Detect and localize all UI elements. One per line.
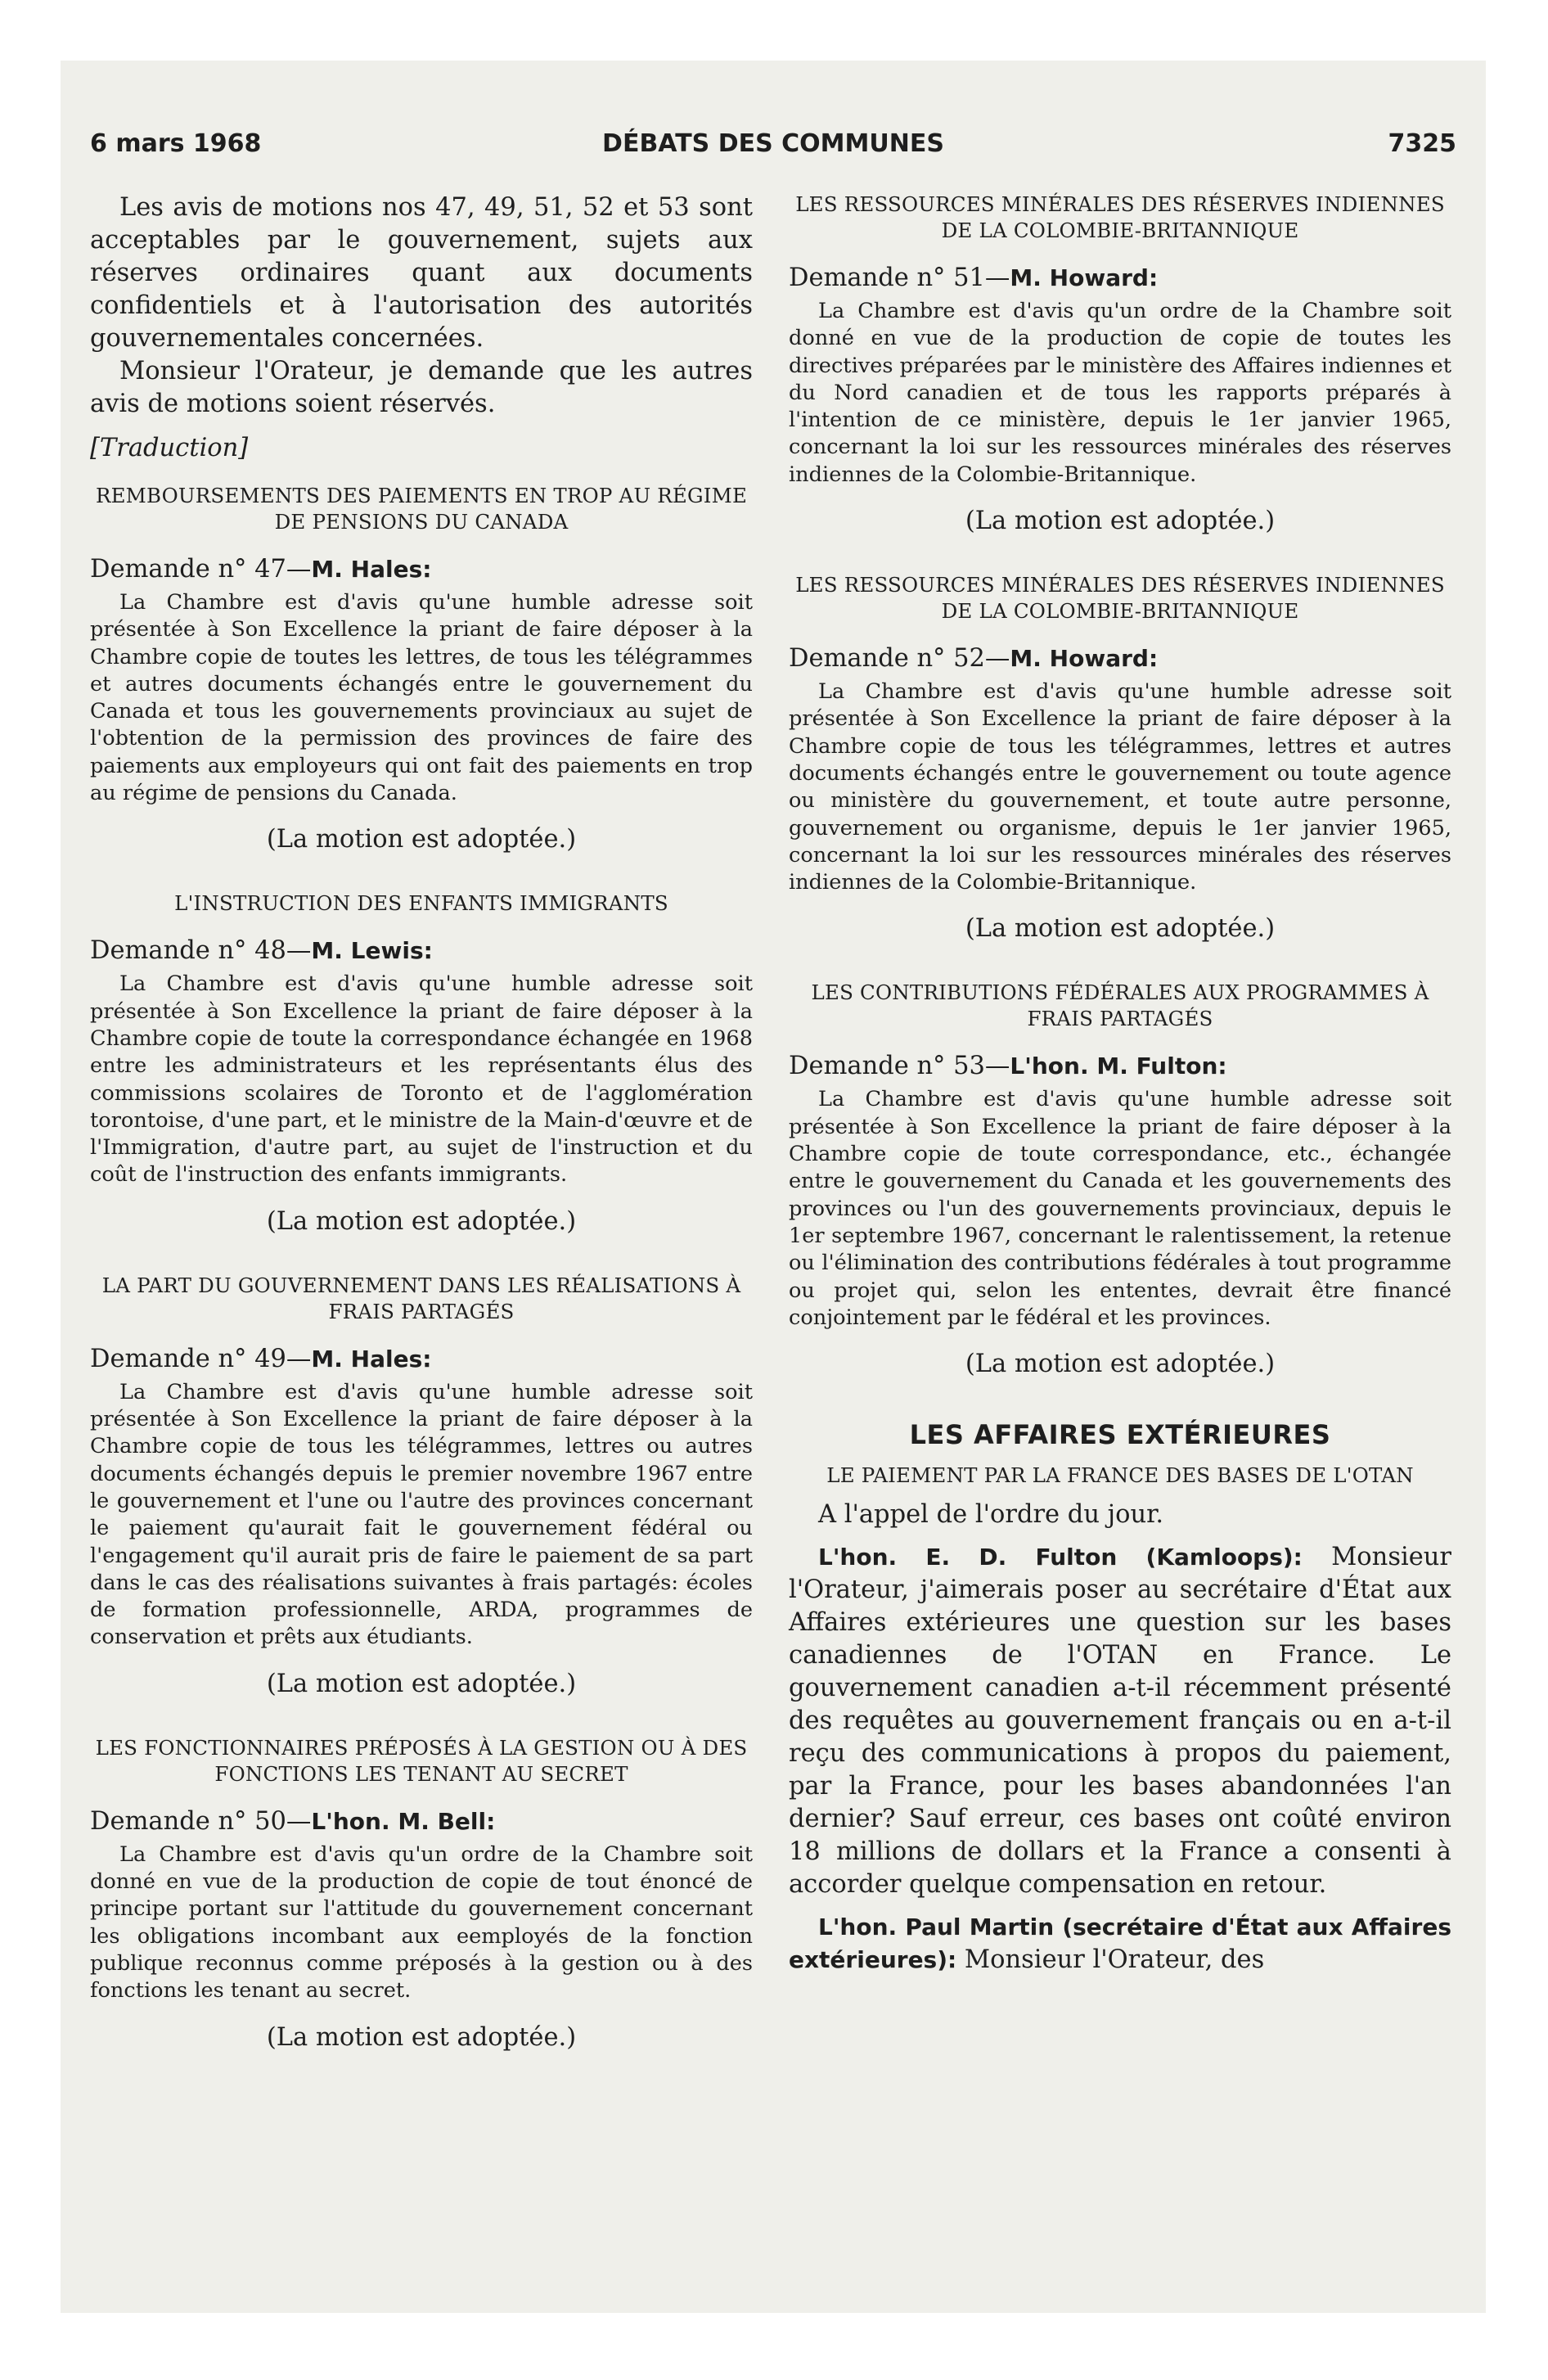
motion-body-53: La Chambre est d'avis qu'une humble adresse soit présentée à Son Excellence la priant de faire déposer à la Chambre copie de toute correspondance, etc., échangée entre le gouvernement du Canada et les gouvernements des provinces ou l'un des gouvernements provinciaux, depuis le 1er septembre 1967, concernant le ralentissement, la retenue ou l'élimination des contributions fédérales à tout programme ou projet qui, selon les ententes, devrait être financé conjointement par le fédéral et les provinces.	[789, 1087, 1451, 1330]
speaker-49: M. Hales:	[311, 1345, 432, 1373]
header-date: 6 mars 1968	[90, 129, 262, 158]
section-heading-51: LES RESSOURCES MINÉRALES DES RÉSERVES INDIENNES DE LA COLOMBIE-BRITANNIQUE	[795, 192, 1445, 242]
motion-body-47: La Chambre est d'avis qu'une humble adresse soit présentée à Son Excellence la priant de faire déposer à la Chambre copie de toutes les lettres, de tous les télégrammes et autres documents échangés entre le gouvernement du Canada et tous les gouvernements provinciaux au sujet de l'obtention de la permission des provinces de faire des paiements aux employeurs qui ont fait des paiements en trop au régime de pensions du Canada.	[90, 590, 753, 806]
speaker-51: M. Howard:	[1010, 264, 1159, 291]
adopted-51: (La motion est adoptée.)	[965, 507, 1276, 536]
motion-body-48: La Chambre est d'avis qu'une humble adresse soit présentée à Son Excellence la priant de faire déposer à la Chambre copie de toute la correspondance échangée en 1968 entre les administrateurs et les représentants élus des commissions scolaires de Toronto et de l'agglomération torontoise, d'une part, et le ministre de la Main-d'œuvre et de l'Immigration, d'autre part, au sujet de l'instruction et du coût de l'instruction des enfants immigrants.	[90, 971, 753, 1188]
martin-speaker: L'hon. Paul Martin (secrétaire d'État aux Affaires extérieures):	[789, 1913, 1451, 1974]
section-heading-49: LA PART DU GOUVERNEMENT DANS LES RÉALISATIONS À FRAIS PARTAGÉS	[101, 1273, 741, 1323]
section-heading-48: L'INSTRUCTION DES ENFANTS IMMIGRANTS	[174, 891, 668, 916]
motion-body-51: La Chambre est d'avis qu'un ordre de la Chambre soit donné en vue de la production de copie de toutes les directives préparées par le ministère des Affaires indiennes et du Nord canadien et de tous les rapports préparés à l'intention de ce ministère, depuis le 1er janvier 1965, concernant la loi sur les ressources minérales des réserves indiennes de la Colombie-Britannique.	[789, 299, 1451, 487]
speaker-48: M. Lewis:	[311, 937, 433, 965]
adopted-49: (La motion est adoptée.)	[266, 1669, 577, 1698]
page-number: 7325	[1388, 129, 1456, 158]
speaker-47: M. Hales:	[311, 556, 432, 583]
speaker-52: M. Howard:	[1010, 645, 1159, 673]
fulton-text: Monsieur l'Orateur, j'aimerais poser au secrétaire d'État aux Affaires extérieures une question sur les bases canadiennes de l'OTAN en France. Le gouvernement canadien a-t-il récemment présenté des requêtes au gouvernement français ou en a-t-il reçu des communications à propos du paiement, par la France, pour les bases abandonnées l'an dernier? Sauf erreur, ces bases ont coûté environ 18 millions de dollars et la France a consenti à accorder quelque compensation en retour.	[789, 1543, 1451, 1900]
adopted-48: (La motion est adoptée.)	[266, 1206, 577, 1236]
section-heading-53: LES CONTRIBUTIONS FÉDÉRALES AUX PROGRAMMES À FRAIS PARTAGÉS	[811, 980, 1429, 1031]
demande-48: Demande n° 48—M. Lewis:	[90, 936, 433, 966]
order-call: A l'appel de l'ordre du jour.	[818, 1500, 1164, 1530]
demande-50: Demande n° 50—L'hon. M. Bell:	[90, 1806, 496, 1836]
header-title: DÉBATS DES COMMUNES	[602, 129, 944, 158]
martin-statement	[789, 1911, 1451, 1977]
document-page	[61, 61, 1486, 2313]
affaires-exterieures-heading: LES AFFAIRES EXTÉRIEURES	[909, 1419, 1331, 1451]
fulton-speaker: L'hon. E. D. Fulton (Kamloops):	[818, 1544, 1303, 1571]
right-column	[789, 192, 1451, 1977]
demande-47: Demande n° 47—M. Hales:	[90, 555, 432, 584]
traduction-label: [Traduction]	[90, 434, 249, 462]
martin-text: Monsieur l'Orateur, des	[964, 1945, 1265, 1975]
speaker-53: L'hon. M. Fulton:	[1010, 1053, 1227, 1080]
adopted-53: (La motion est adoptée.)	[965, 1350, 1276, 1379]
motion-body-52: La Chambre est d'avis qu'une humble adresse soit présentée à Son Excellence la priant de faire déposer à la Chambre copie de tous les télégrammes, lettres et autres documents échangés entre le gouvernement ou toute agence ou ministère du gouvernement, et toute autre personne, gouvernement ou organisme, depuis le 1er janvier 1965, concernant la loi sur les ressources minérales des réserves indiennes de la Colombie-Britannique.	[789, 679, 1451, 895]
speaker-50: L'hon. M. Bell:	[311, 1807, 496, 1835]
running-header	[90, 129, 1456, 170]
demande-52: Demande n° 52—M. Howard:	[789, 644, 1159, 674]
fulton-statement	[789, 1541, 1451, 1901]
demande-49: Demande n° 49—M. Hales:	[90, 1344, 432, 1373]
intro-paragraph-1: Les avis de motions nos 47, 49, 51, 52 et 53 sont acceptables par le gouvernement, sujets aux réserves ordinaires quant aux documents confidentiels et à l'autorisation des autorités gouvernementales concernées.	[90, 193, 753, 353]
left-column	[90, 192, 753, 2054]
demande-53: Demande n° 53—L'hon. M. Fulton:	[789, 1052, 1227, 1081]
otan-subheading: LE PAIEMENT PAR LA FRANCE DES BASES DE L'OTAN	[826, 1463, 1414, 1488]
motion-body-50: La Chambre est d'avis qu'un ordre de la Chambre soit donné en vue de la production de copie de tout énoncé de principe portant sur l'attitude du gouvernement concernant les obligations incombant aux eemployés de la fonction publique reconnus comme préposés à la gestion ou à des fonctions les tenant au secret.	[90, 1841, 753, 2004]
adopted-52: (La motion est adoptée.)	[965, 914, 1276, 944]
section-heading-52: LES RESSOURCES MINÉRALES DES RÉSERVES INDIENNES DE LA COLOMBIE-BRITANNIQUE	[795, 573, 1445, 624]
adopted-50: (La motion est adoptée.)	[266, 2022, 577, 2052]
adopted-47: (La motion est adoptée.)	[266, 825, 577, 854]
demande-51: Demande n° 51—M. Howard:	[789, 264, 1159, 292]
section-heading-47: REMBOURSEMENTS DES PAIEMENTS EN TROP AU RÉGIME DE PENSIONS DU CANADA	[95, 484, 748, 534]
section-heading-50: LES FONCTIONNAIRES PRÉPOSÉS À LA GESTION OU À DES FONCTIONS LES TENANT AU SECRET	[95, 1735, 748, 1786]
motion-body-49: La Chambre est d'avis qu'une humble adresse soit présentée à Son Excellence la priant de faire déposer à la Chambre copie de tous les télégrammes, lettres ou autres documents échangés depuis le premier novembre 1967 entre le gouvernement et l'une ou l'autre des provinces concernant le paiement qu'aurait fait le gouvernement fédéral ou l'engagement qu'il aurait pris de faire le paiement de sa part dans le cas des réalisations suivantes à frais partagés: écoles de formation professionnelle, ARDA, programmes de conservation et prêts aux étudiants.	[90, 1379, 753, 1650]
intro-paragraph-2: Monsieur l'Orateur, je demande que les autres avis de motions soient réservés.	[90, 357, 753, 418]
